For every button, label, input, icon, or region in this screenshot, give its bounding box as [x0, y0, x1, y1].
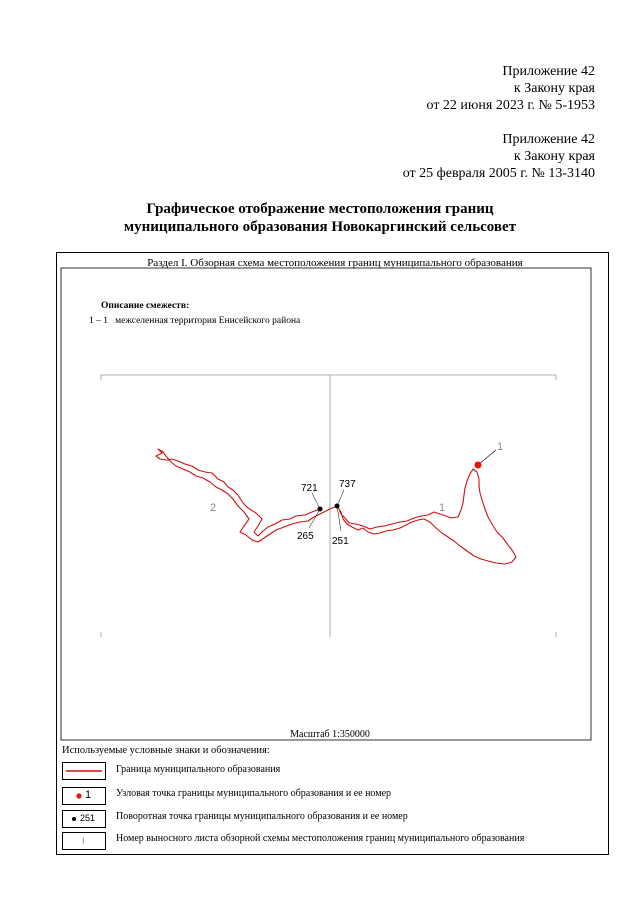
- sheet-label-1: 1: [438, 502, 446, 514]
- legend-symbol-sheet-number: [62, 832, 106, 850]
- turn-point-leader: [337, 490, 344, 506]
- annex-number: Приложение 42: [502, 132, 595, 147]
- turn-point-leader: [312, 493, 320, 509]
- legend-node-point-number: 1: [85, 789, 92, 801]
- legend-symbol-turn-point: [62, 810, 106, 828]
- turn-point-label-251: 251: [332, 536, 349, 547]
- legend-text-sheet-number: Номер выносного листа обзорной схемы местоположения границ муниципального образования: [116, 833, 525, 844]
- node-point-1: [475, 462, 482, 469]
- turn-point-label-737: 737: [339, 479, 356, 490]
- annex-law: к Закону края: [513, 149, 595, 164]
- map-inner-frame: [61, 268, 591, 740]
- turn-point-label-265: 265: [297, 531, 314, 542]
- legend-turn-point-number: 251: [80, 813, 96, 823]
- legend-text-turn-point: Поворотная точка границы муниципального образования и ее номер: [116, 811, 408, 822]
- municipal-boundary-east: [337, 469, 516, 564]
- red-dot-icon: [63, 788, 105, 804]
- sheet-grid: [101, 375, 556, 637]
- node-point-leader: [479, 450, 496, 464]
- turn-point-737-251: [335, 504, 340, 509]
- title-line-2: муниципального образования Новокаргинский сельсовет: [123, 219, 517, 235]
- map-scale: Масштаб 1:350000: [290, 729, 370, 740]
- node-point-label-1: 1: [497, 441, 504, 453]
- annex-number: Приложение 42: [502, 64, 595, 79]
- legend-symbol-node-point: [62, 787, 106, 805]
- turn-point-leader: [309, 509, 320, 528]
- legend-heading: Используемые условные знаки и обозначения:: [62, 745, 270, 756]
- legend-sheet-number-symbol: I: [82, 836, 85, 846]
- turn-point-label-721: 721: [301, 483, 318, 494]
- adjacency-item: 1 – 1 межселенная территория Енисейского района: [89, 316, 301, 326]
- legend-text-node-point: Узловая точка границы муниципального образования и ее номер: [116, 788, 392, 799]
- title-line-1: Графическое отображение местоположения границ: [146, 201, 494, 217]
- legend-symbol-boundary: [62, 762, 106, 780]
- annex-law: к Закону края: [513, 81, 595, 96]
- adjacency-heading: Описание смежеств:: [101, 301, 190, 311]
- sheet-label-2: 2: [209, 502, 217, 514]
- legend-text-boundary: Граница муниципального образования: [116, 764, 281, 775]
- annex-date: от 22 июня 2023 г. № 5-1953: [426, 98, 595, 113]
- municipal-boundary-west: [156, 449, 337, 542]
- section-title: Раздел I. Обзорная схема местоположения границ муниципального образования: [147, 257, 523, 269]
- turn-point-721-265: [318, 507, 323, 512]
- boundary-line-icon: [63, 763, 105, 779]
- annex-date: от 25 февраля 2005 г. № 13-3140: [402, 166, 595, 181]
